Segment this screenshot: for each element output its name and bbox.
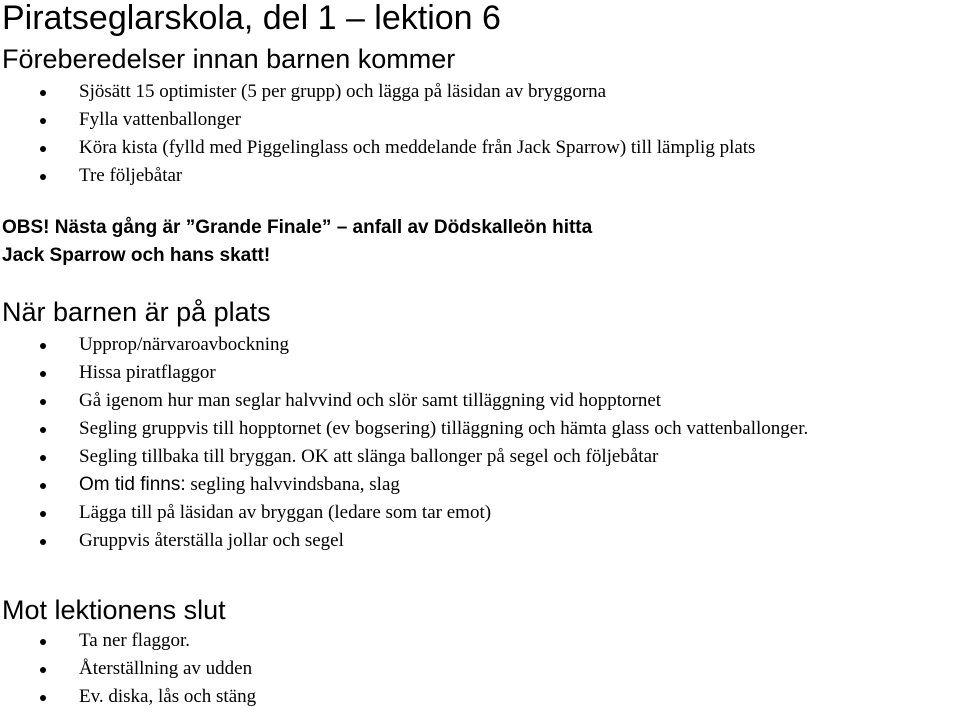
- list-item-text: Segling gruppvis till hopptornet (ev bogsering) tilläggning och hämta glass och vattenballonger.: [79, 418, 809, 439]
- list-item-text: Fylla vattenballonger: [79, 109, 241, 130]
- bullet-icon: [40, 343, 46, 349]
- obs-note-line: OBS! Nästa gång är ”Grande Finale” – anfall av Dödskalleön hitta: [2, 217, 593, 238]
- bullet-icon: [40, 371, 46, 377]
- obs-note-line: Jack Sparrow och hans skatt!: [2, 245, 271, 266]
- list-item: [0, 627, 256, 655]
- list-item-text: Köra kista (fylld med Piggelinglass och meddelande från Jack Sparrow) till lämplig plats: [79, 137, 756, 158]
- bullet-icon: [40, 146, 46, 152]
- bullet-icon: [40, 118, 46, 124]
- preparations-list: [0, 78, 755, 190]
- list-item-text: Upprop/närvaroavbockning: [79, 334, 289, 355]
- list-item-text: Sjösätt 15 optimister (5 per grupp) och lägga på läsidan av bryggorna: [79, 81, 607, 102]
- section-heading-arrival: När barnen är på plats: [2, 297, 271, 327]
- list-item: [0, 359, 808, 387]
- list-item: [0, 527, 808, 555]
- list-item: [0, 443, 808, 471]
- arrival-list: [0, 331, 808, 555]
- bullet-icon: [40, 539, 46, 545]
- list-item: [0, 655, 256, 683]
- list-item-text: Ev. diska, lås och stäng: [79, 686, 257, 707]
- list-item: [0, 78, 755, 106]
- bullet-icon: [40, 90, 46, 96]
- list-item-text: Gå igenom hur man seglar halvvind och slör samt tilläggning vid hopptornet: [79, 390, 662, 411]
- bullet-icon: [40, 695, 46, 701]
- list-item: [0, 387, 808, 415]
- list-item: [0, 471, 808, 499]
- list-item: [0, 106, 755, 134]
- section-heading-preparations: Föreberedelser innan barnen kommer: [2, 44, 456, 74]
- list-item-text: Lägga till på läsidan av bryggan (ledare som tar emot): [79, 502, 492, 523]
- end-list: [0, 627, 256, 711]
- bullet-icon: [40, 511, 46, 517]
- list-item-text: Återställning av udden: [79, 658, 253, 679]
- list-item: [0, 134, 755, 162]
- list-item: [0, 162, 755, 190]
- list-item-text: Gruppvis återställa jollar och segel: [79, 530, 344, 551]
- obs-note: [2, 214, 592, 270]
- list-item-text: Hissa piratflaggor: [79, 362, 216, 383]
- bullet-icon: [40, 667, 46, 673]
- time-lead-label: Om tid finns:: [79, 474, 186, 495]
- list-item: [0, 499, 808, 527]
- list-item: [0, 415, 808, 443]
- list-item: [0, 683, 256, 711]
- list-item-text: Ta ner flaggor.: [79, 630, 191, 651]
- list-item-text: Tre följebåtar: [79, 165, 183, 186]
- list-item-text: segling halvvindsbana, slag: [190, 474, 400, 495]
- list-item: [0, 331, 808, 359]
- list-item-text: Segling tillbaka till bryggan. OK att slänga ballonger på segel och följebåtar: [79, 446, 659, 467]
- bullet-icon: [40, 174, 46, 180]
- bullet-icon: [40, 639, 46, 645]
- page-title: Piratseglarskola, del 1 – lektion 6: [2, 0, 501, 37]
- section-heading-end: Mot lektionens slut: [2, 595, 226, 625]
- bullet-icon: [40, 399, 46, 405]
- bullet-icon: [40, 483, 46, 489]
- bullet-icon: [40, 455, 46, 461]
- bullet-icon: [40, 427, 46, 433]
